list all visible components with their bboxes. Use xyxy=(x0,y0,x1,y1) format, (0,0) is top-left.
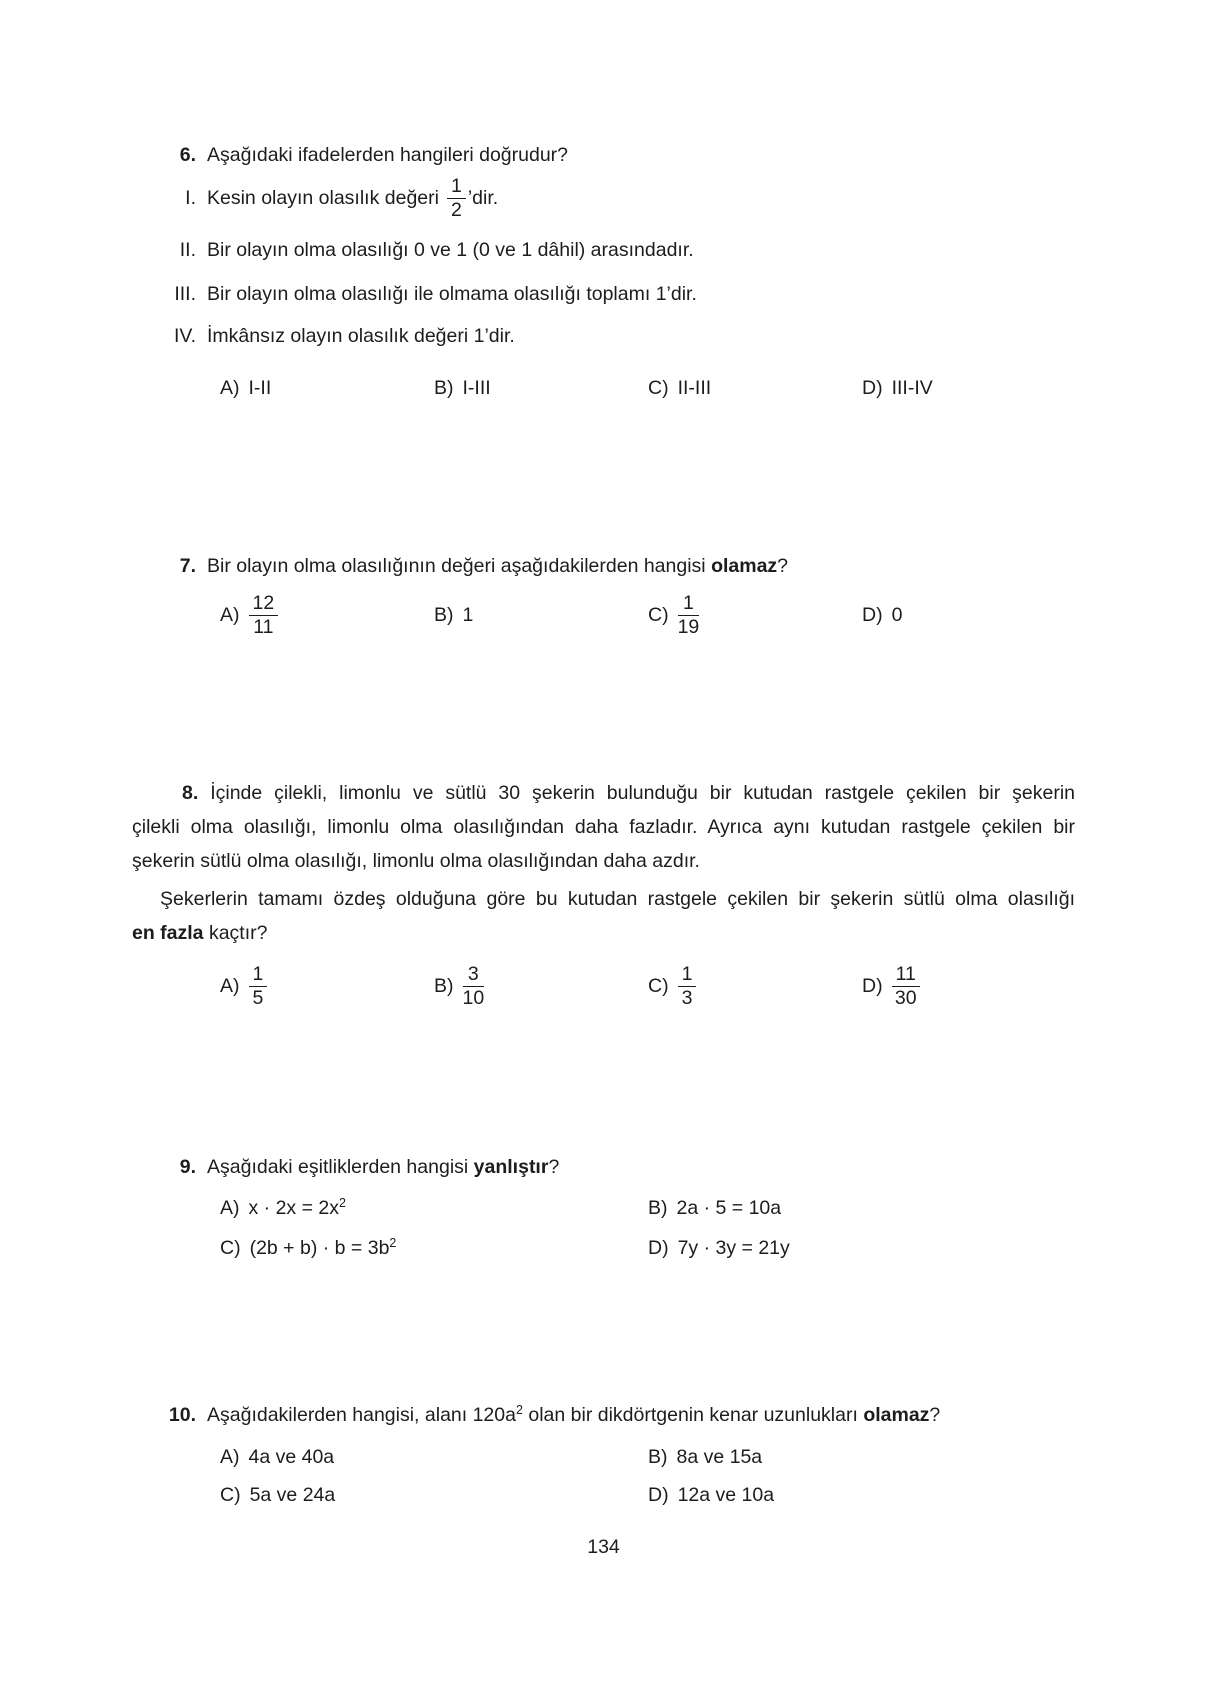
q10-option-b xyxy=(648,1440,762,1474)
question-9-text xyxy=(207,1150,559,1184)
fraction xyxy=(678,964,697,1009)
option-label: A) xyxy=(220,604,240,626)
q8-p2-bold: en fazla xyxy=(132,922,204,944)
q9-text-bold: yanlıştır xyxy=(473,1156,549,1178)
q6-statement-4-text: İmkânsız olayın olasılık değeri 1’dir. xyxy=(207,325,515,347)
question-8-paragraph-2 xyxy=(132,882,1075,950)
q10-option-a xyxy=(220,1440,334,1474)
q9-text-pre: Aşağıdaki eşitliklerden hangisi xyxy=(207,1156,474,1178)
question-7-text xyxy=(207,549,788,583)
page-number: 134 xyxy=(587,1536,620,1558)
fraction-denominator: 2 xyxy=(450,198,462,221)
fraction-denominator: 10 xyxy=(462,986,485,1009)
q6-option-b xyxy=(434,371,491,405)
fraction-numerator: 3 xyxy=(463,964,485,987)
q6-statement-1-suffix: ’dir. xyxy=(467,187,499,209)
option-label: B) xyxy=(434,377,454,399)
q6-statement-1-text: Kesin olayın olasılık değeri xyxy=(207,187,439,209)
option-label: D) xyxy=(648,1484,669,1506)
q7-option-b xyxy=(434,591,473,639)
option-value: $(2b + b) \cdot b = 3b^2$ xyxy=(249,1236,397,1259)
q7-option-d xyxy=(862,591,902,639)
fraction xyxy=(463,964,485,1009)
exponent: 2 xyxy=(389,1236,397,1250)
q6-option-d xyxy=(862,371,933,405)
q6-options xyxy=(132,371,1075,405)
question-10-text xyxy=(207,1398,940,1432)
q9-option-b xyxy=(648,1191,781,1225)
q10-text-pre2: olan bir dikdörtgenin kenar uzunlukları xyxy=(522,1404,864,1426)
option-value: 2a · 5 = 10a xyxy=(676,1197,782,1219)
q9-option-d xyxy=(648,1231,790,1265)
q6-statement-3 xyxy=(132,277,1075,311)
fraction xyxy=(249,964,268,1009)
option-label: A) xyxy=(220,975,240,997)
q10-text-pre1: Aşağıdakilerden hangisi, alanı 120a xyxy=(207,1404,516,1426)
question-6-text: Aşağıdaki ifadelerden hangileri doğrudur? xyxy=(207,144,568,166)
option-label: C) xyxy=(220,1484,241,1506)
q8-p2-suffix: kaçtır? xyxy=(203,922,268,944)
option-label: A) xyxy=(220,1197,240,1219)
q10-options-row2 xyxy=(132,1478,1075,1512)
q9-option-a xyxy=(220,1191,346,1225)
q10-options-row1 xyxy=(132,1440,1075,1474)
option-value: 8a ve 15a xyxy=(676,1446,763,1468)
question-10-number: 10. xyxy=(168,1404,196,1426)
question-6-heading xyxy=(132,138,1075,172)
fraction xyxy=(892,964,920,1009)
option-label: C) xyxy=(648,975,669,997)
q7-option-a xyxy=(220,591,278,639)
option-value: 4a ve 40a xyxy=(248,1446,335,1468)
option-label: B) xyxy=(434,975,454,997)
q7-text-bold: olamaz xyxy=(711,555,778,577)
option-value: 1 xyxy=(462,604,474,626)
fraction-denominator: 5 xyxy=(252,986,264,1009)
fraction xyxy=(447,176,466,221)
option-value: 12a ve 10a xyxy=(677,1484,775,1506)
fraction xyxy=(249,593,279,638)
question-9-heading xyxy=(132,1150,1075,1184)
fraction-numerator: 12 xyxy=(249,593,279,616)
q7-text-pre: Bir olayın olma olasılığının değeri aşağıdakilerden hangisi xyxy=(207,555,712,577)
q6-statement-4-numeral: IV. xyxy=(173,325,196,347)
option-label: B) xyxy=(648,1446,668,1468)
q7-text-post: ? xyxy=(777,555,789,577)
q6-statement-3-numeral: III. xyxy=(174,283,196,305)
option-label: C) xyxy=(648,604,669,626)
option-value: III-IV xyxy=(891,377,933,399)
option-value: I-II xyxy=(248,377,272,399)
fraction-denominator: 19 xyxy=(677,615,700,638)
q10-text-post: ? xyxy=(929,1404,941,1426)
q6-statement-2 xyxy=(132,233,1075,267)
question-6-number: 6. xyxy=(179,144,196,166)
option-label: A) xyxy=(220,377,240,399)
q8-p2-line1: Şekerlerin tamamı özdeş olduğuna göre bu kutudan rastgele çekilen bir şekerin sütlü olma olasılığı xyxy=(160,888,1075,910)
exponent: 2 xyxy=(339,1196,346,1210)
question-7-number: 7. xyxy=(179,555,196,577)
question-7-heading xyxy=(132,549,1075,583)
q9-text-post: ? xyxy=(548,1156,560,1178)
q7-options xyxy=(132,591,1075,639)
option-value: 7y · 3y = 21y xyxy=(677,1237,790,1259)
q8-p1-line1-text: İçinde çilekli, limonlu ve sütlü 30 şekerin bulunduğu bir kutudan rastgele çekilen bir şekerin xyxy=(210,782,1075,804)
option-label: A) xyxy=(220,1446,240,1468)
q10-option-c xyxy=(220,1478,335,1512)
fraction xyxy=(678,593,700,638)
q6-option-c xyxy=(648,371,711,405)
q6-statement-2-numeral: II. xyxy=(179,239,196,261)
fraction-denominator: 11 xyxy=(253,615,274,638)
q8-option-c xyxy=(648,962,696,1010)
question-8-paragraph-1 xyxy=(132,776,1075,878)
option-label: D) xyxy=(862,975,883,997)
q6-statement-1-numeral: I. xyxy=(185,187,196,209)
option-label: B) xyxy=(648,1197,668,1219)
fraction-numerator: 11 xyxy=(892,964,920,987)
q6-statement-2-text: Bir olayın olma olasılığı 0 ve 1 (0 ve 1 dâhil) arasındadır. xyxy=(207,239,694,261)
q9-option-c xyxy=(220,1231,396,1265)
q6-statement-3-text: Bir olayın olma olasılığı ile olmama olasılığı toplamı 1’dir. xyxy=(207,283,697,305)
q8-p1-line3: şekerin sütlü olma olasılığı, limonlu olma olasılığından daha azdır. xyxy=(132,850,700,872)
fraction-numerator: 1 xyxy=(249,964,268,987)
q8-p2-line2 xyxy=(132,916,1075,950)
q8-option-b xyxy=(434,962,484,1010)
fraction-numerator: 1 xyxy=(447,176,466,199)
option-value: $x \cdot 2x = 2x^2$ xyxy=(248,1196,346,1219)
question-8-number: 8. xyxy=(182,782,199,804)
q8-option-a xyxy=(220,962,267,1010)
option-value: I-III xyxy=(462,377,491,399)
option-label: D) xyxy=(648,1237,669,1259)
q7-option-c xyxy=(648,591,699,639)
q8-p1-line1 xyxy=(132,776,1075,810)
option-label: C) xyxy=(648,377,669,399)
q8-option-d xyxy=(862,962,920,1010)
q10-text-bold: olamaz xyxy=(863,1404,930,1426)
option-value: II-III xyxy=(677,377,712,399)
q6-option-a xyxy=(220,371,271,405)
option-value: 5a ve 24a xyxy=(249,1484,336,1506)
q10-option-d xyxy=(648,1478,774,1512)
q6-statement-1 xyxy=(132,174,1075,222)
question-10-heading xyxy=(132,1398,1075,1432)
fraction-denominator: 3 xyxy=(681,986,693,1009)
question-9-number: 9. xyxy=(179,1156,196,1178)
option-value: 0 xyxy=(891,604,903,626)
q6-statement-4 xyxy=(132,319,1075,353)
option-label: D) xyxy=(862,604,883,626)
q8-p1-line2: çilekli olma olasılığı, limonlu olma olasılığından daha fazladır. Ayrıca aynı kutudan rastgele çekilen bir xyxy=(132,816,1075,838)
option-label: D) xyxy=(862,377,883,399)
q9-options-row1 xyxy=(132,1191,1075,1225)
q8-options xyxy=(132,962,1075,1010)
option-label: C) xyxy=(220,1237,241,1259)
q9-options-row2 xyxy=(132,1231,1075,1265)
fraction-numerator: 1 xyxy=(678,964,697,987)
fraction-numerator: 1 xyxy=(678,593,700,616)
exponent: 2 xyxy=(515,1403,523,1417)
option-label: B) xyxy=(434,604,454,626)
fraction-denominator: 30 xyxy=(894,986,917,1009)
